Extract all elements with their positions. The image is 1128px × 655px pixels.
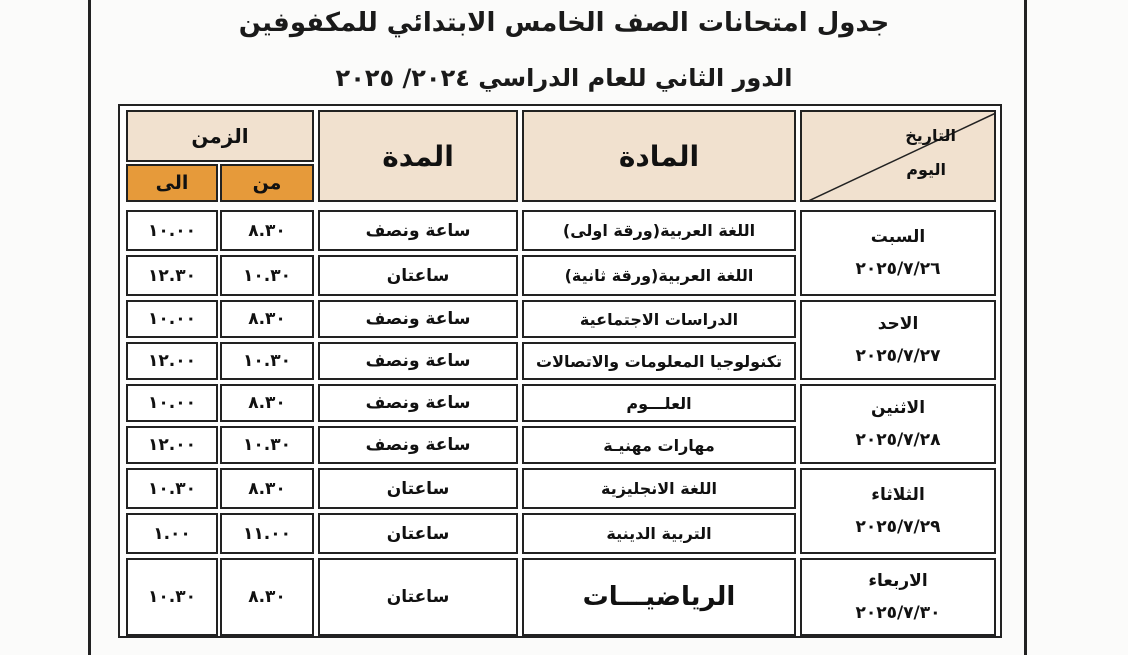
document-title: جدول امتحانات الصف الخامس الابتدائي للمكفوفين bbox=[238, 8, 890, 38]
exam-time-from: ٨.٣٠ bbox=[220, 210, 314, 251]
exam-subject: الرياضيـــات bbox=[522, 558, 796, 636]
exam-time-to: ١٢.٠٠ bbox=[126, 426, 218, 464]
exam-subject: التربية الدينية bbox=[522, 513, 796, 554]
exam-time-from: ١٠.٣٠ bbox=[220, 255, 314, 296]
exam-duration: ساعتان bbox=[318, 513, 518, 554]
time-to-header: الى bbox=[126, 164, 218, 202]
diagonal-divider bbox=[802, 112, 996, 202]
exam-time-from: ٨.٣٠ bbox=[220, 468, 314, 509]
exam-duration: ساعتان bbox=[318, 558, 518, 636]
exam-time-from: ١١.٠٠ bbox=[220, 513, 314, 554]
exam-duration: ساعة ونصف bbox=[318, 300, 518, 338]
day-name: الثلاثاء bbox=[871, 485, 925, 505]
date-day-header bbox=[800, 110, 996, 202]
day-cell bbox=[800, 384, 996, 464]
exam-subject: العلـــوم bbox=[522, 384, 796, 422]
exam-time-to: ١.٠٠ bbox=[126, 513, 218, 554]
exam-subject: الدراسات الاجتماعية bbox=[522, 300, 796, 338]
exam-subject: اللغة الانجليزية bbox=[522, 468, 796, 509]
exam-duration: ساعتان bbox=[318, 255, 518, 296]
time-from-header: من bbox=[220, 164, 314, 202]
exam-time-to: ١٠.٣٠ bbox=[126, 468, 218, 509]
exam-subject: اللغة العربية(ورقة ثانية) bbox=[522, 255, 796, 296]
time-header: الزمن bbox=[126, 110, 314, 162]
day-cell bbox=[800, 558, 996, 636]
exam-time-from: ٨.٣٠ bbox=[220, 558, 314, 636]
exam-time-to: ١٢.٣٠ bbox=[126, 255, 218, 296]
exam-duration: ساعة ونصف bbox=[318, 210, 518, 251]
day-cell bbox=[800, 210, 996, 296]
day-header-label: اليوم bbox=[906, 160, 946, 179]
exam-duration: ساعة ونصف bbox=[318, 342, 518, 380]
subject-header: المادة bbox=[522, 110, 796, 202]
exam-duration: ساعة ونصف bbox=[318, 384, 518, 422]
page-frame-right bbox=[1024, 0, 1027, 655]
day-name: الاحد bbox=[877, 314, 919, 334]
exam-subject: تكنولوجيا المعلومات والاتصالات bbox=[522, 342, 796, 380]
document-subtitle: الدور الثاني للعام الدراسي ٢٠٢٤/ ٢٠٢٥ bbox=[335, 64, 793, 92]
day-date: ٢٠٢٥/٧/٢٦ bbox=[855, 259, 941, 279]
exam-time-from: ١٠.٣٠ bbox=[220, 426, 314, 464]
exam-time-to: ١٠.٠٠ bbox=[126, 210, 218, 251]
day-cell bbox=[800, 468, 996, 554]
exam-time-to: ١٢.٠٠ bbox=[126, 342, 218, 380]
exam-time-to: ١٠.٠٠ bbox=[126, 300, 218, 338]
page-frame-left bbox=[88, 0, 91, 655]
exam-schedule-table bbox=[118, 104, 1002, 638]
day-date: ٢٠٢٥/٧/٣٠ bbox=[855, 603, 941, 623]
exam-duration: ساعة ونصف bbox=[318, 426, 518, 464]
exam-time-from: ٨.٣٠ bbox=[220, 300, 314, 338]
day-name: السبت bbox=[870, 227, 926, 247]
day-date: ٢٠٢٥/٧/٢٨ bbox=[855, 430, 941, 450]
exam-subject: مهارات مهنيـة bbox=[522, 426, 796, 464]
day-date: ٢٠٢٥/٧/٢٧ bbox=[855, 346, 941, 366]
duration-header: المدة bbox=[318, 110, 518, 202]
exam-time-to: ١٠.٠٠ bbox=[126, 384, 218, 422]
exam-time-to: ١٠.٣٠ bbox=[126, 558, 218, 636]
exam-time-from: ٨.٣٠ bbox=[220, 384, 314, 422]
day-name: الاثنين bbox=[870, 398, 926, 418]
day-cell bbox=[800, 300, 996, 380]
day-date: ٢٠٢٥/٧/٢٩ bbox=[855, 517, 941, 537]
day-name: الاربعاء bbox=[868, 571, 928, 591]
date-header-label: التاريخ bbox=[905, 126, 956, 145]
exam-time-from: ١٠.٣٠ bbox=[220, 342, 314, 380]
exam-subject: اللغة العربية(ورقة اولى) bbox=[522, 210, 796, 251]
exam-duration: ساعتان bbox=[318, 468, 518, 509]
